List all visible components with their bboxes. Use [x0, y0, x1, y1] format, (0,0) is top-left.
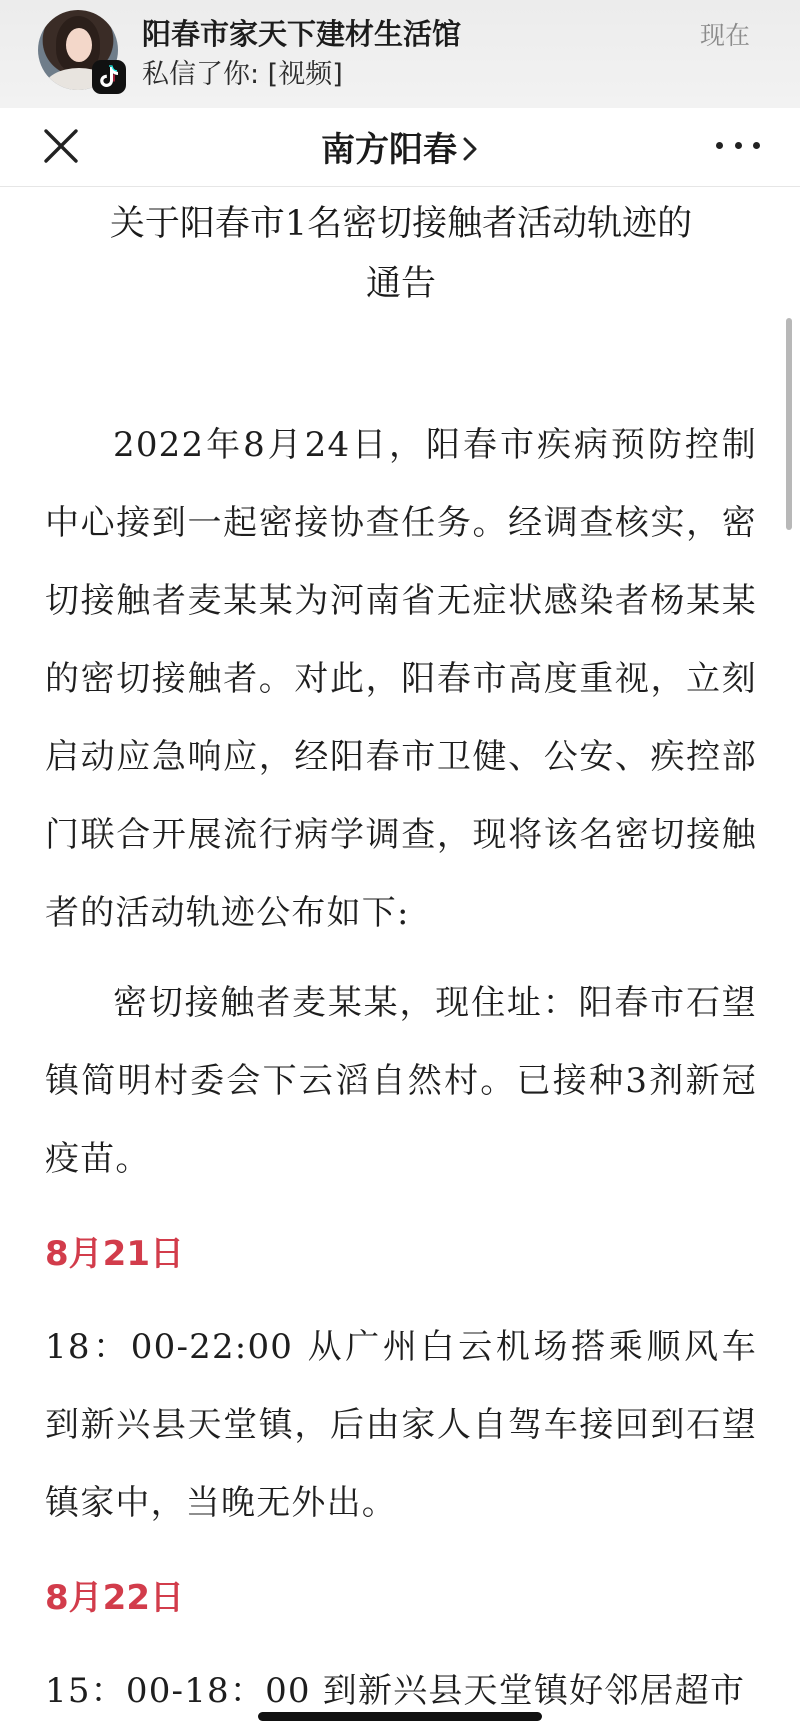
article-title-line1: 关于阳春市1名密切接触者活动轨迹的	[109, 204, 693, 244]
timeline-entry: 15：00-18：00 到新兴县天堂镇好邻居超市	[45, 1671, 746, 1711]
more-options-button[interactable]	[716, 130, 760, 160]
article-title-line2: 通告	[365, 264, 436, 304]
article-paragraph: 2022年8月24日，阳春市疾病预防控制中心接到一起密接协查任务。经调查核实，密切接触者麦某某为河南省无症状感染者杨某某的密切接触者。对此，阳春市高度重视，立刻启动应急响应，经阳春市卫健、公安、疾控部门联合开展流行病学调查，现将该名密切接触者的活动轨迹公布如下:	[45, 425, 757, 933]
chevron-right-icon	[461, 134, 479, 164]
section-date: 8月22日	[45, 1578, 184, 1618]
home-indicator[interactable]	[258, 1712, 542, 1721]
account-name-link[interactable]	[0, 122, 800, 171]
article-title	[45, 194, 757, 314]
notification-message: 私信了你: [视频]	[142, 59, 343, 90]
article-body	[45, 186, 757, 1730]
notification-time: 现在	[699, 21, 750, 50]
scrollbar[interactable]	[786, 318, 792, 530]
notification-banner[interactable]	[0, 0, 800, 108]
timeline-entry: 18：00-22:00 从广州白云机场搭乘顺风车到新兴县天堂镇，后由家人自驾车接回到石望镇家中，当晚无外出。	[45, 1327, 757, 1523]
notification-sender: 阳春市家天下建材生活馆	[142, 17, 462, 51]
tiktok-logo-icon	[92, 60, 126, 94]
more-dots-icon	[716, 142, 723, 149]
page-title: 南方阳春	[321, 130, 457, 170]
nav-bar	[0, 108, 800, 187]
section-date: 8月21日	[45, 1234, 184, 1274]
article-paragraph: 密切接触者麦某某，现住址：阳春市石望镇简明村委会下云滔自然村。已接种3剂新冠疫苗。	[45, 983, 757, 1179]
